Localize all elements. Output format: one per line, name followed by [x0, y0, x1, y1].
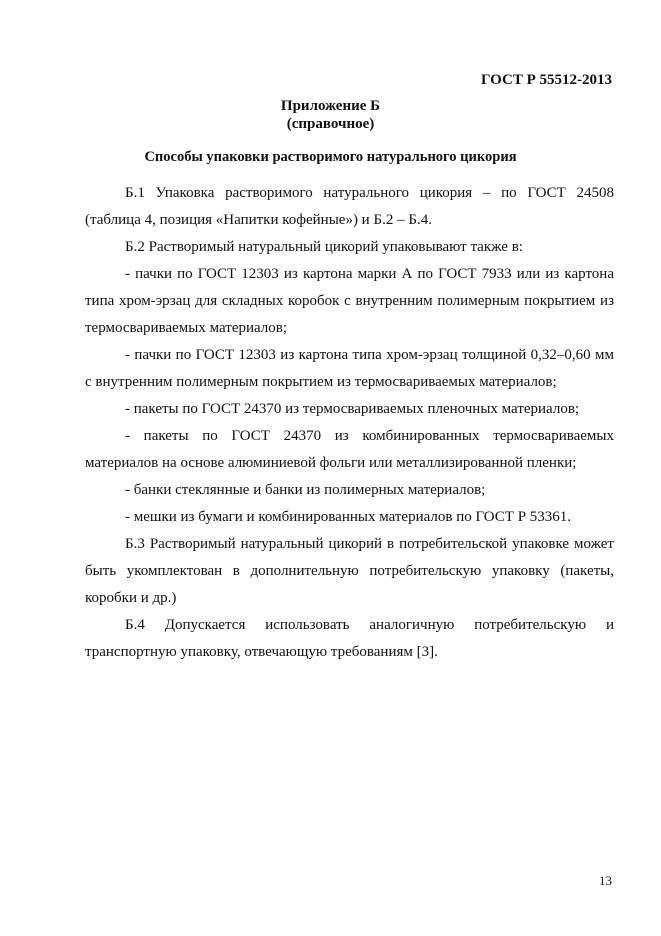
list-item: - пакеты по ГОСТ 24370 из комбинированных термосвариваемых материалов на основе алюминиевой фольги или металлизированной пленки; — [85, 428, 614, 471]
list-item: - банки стеклянные и банки из полимерных материалов; — [125, 482, 486, 498]
body-text — [85, 180, 614, 666]
paragraph-b3: Б.3 Растворимый натуральный цикорий в потребительской упаковке может быть укомплектован в дополнительную потребительскую упаковку (пакеты, коробки и др.) — [85, 536, 614, 606]
annex-subtitle: (справочное) — [286, 116, 375, 132]
paragraph-b1: Б.1 Упаковка растворимого натурального цикория – по ГОСТ 24508 (таблица 4, позиция «Напитки кофейные») и Б.2 – Б.4. — [85, 185, 614, 228]
annex-title: Приложение Б — [280, 98, 381, 114]
page-number: 13 — [599, 873, 612, 888]
annex-title-block — [0, 97, 661, 133]
list-item: - пакеты по ГОСТ 24370 из термосвариваемых пленочных материалов; — [125, 401, 580, 417]
list-item: - мешки из бумаги и комбинированных материалов по ГОСТ Р 53361. — [125, 509, 572, 525]
list-item: - пачки по ГОСТ 12303 из картона типа хром-эрзац толщиной 0,32–0,60 мм с внутренним полимерным покрытием из термосвариваемых материалов; — [85, 347, 614, 390]
list-item: - пачки по ГОСТ 12303 из картона марки А по ГОСТ 7933 или из картона типа хром-эрзац для складных коробок с внутренним полимерным покрытием из термосвариваемых материалов; — [85, 266, 614, 336]
section-heading: Способы упаковки растворимого натурального цикория — [144, 149, 517, 165]
standard-code: ГОСТ Р 55512-2013 — [480, 72, 612, 88]
paragraph-b2: Б.2 Растворимый натуральный цикорий упаковывают также в: — [125, 239, 523, 255]
paragraph-b4: Б.4 Допускается использовать аналогичную потребительскую и транспортную упаковку, отвечающую требованиям [3]. — [85, 617, 614, 660]
